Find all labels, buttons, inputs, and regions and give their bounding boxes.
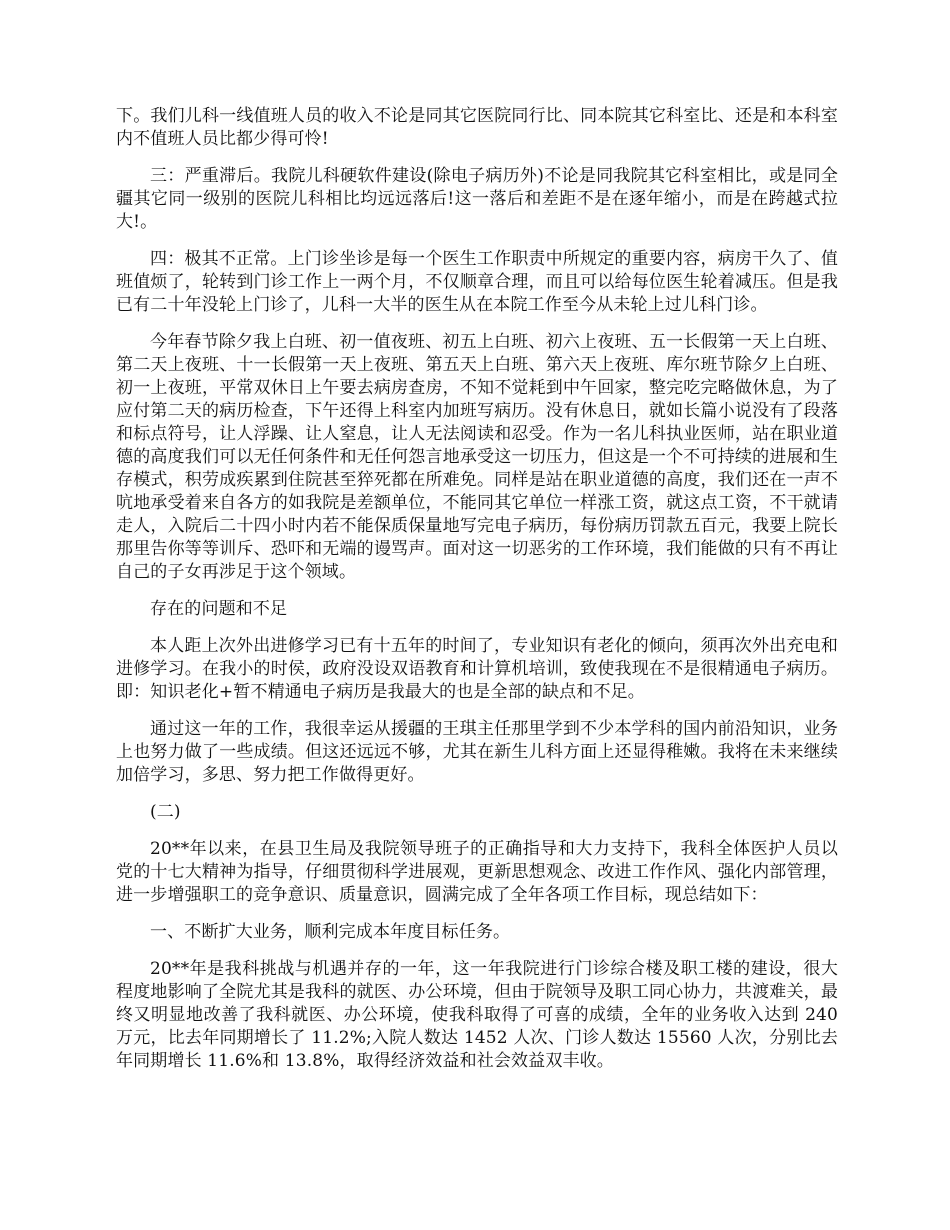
paragraph-shortcomings: 本人距上次外出进修学习已有十五年的时间了，专业知识有老化的倾向，须再次外出充电和进修学习。在我小的时侯，政府没设双语教育和计算机培训，致使我现在不是很精通电子病历。即：知识老化+暂不精通电子病历是我最大的也是全部的缺点和不足。 bbox=[116, 636, 838, 702]
paragraph-continuation: 下。我们儿科一线值班人员的收入不论是同其它医院同行比、同本院其它科室比、还是和本科室内不值班人员比都少得可怜! bbox=[116, 106, 838, 149]
paragraph-learning: 通过这一年的工作，我很幸运从援疆的王琪主任那里学到不少本学科的国内前沿知识，业务上也努力做了一些成绩。但这还远远不够，尤其在新生儿科方面上还显得稚嫩。我将在未来继续加倍学习，多思、努力把工作做得更好。 bbox=[116, 719, 838, 785]
paragraph-point-four: 四：极其不正常。上门诊坐诊是每一个医生工作职责中所规定的重要内容，病房干久了、值班值烦了，轮转到门诊工作上一两个月，不仅顺章合理，而且可以给每位医生轮着减压。但是我已有二十年没轮上门诊了，儿科一大半的医生从在本院工作至今从未轮上过儿科门诊。 bbox=[116, 249, 838, 315]
section-number-two: (二) bbox=[150, 802, 181, 822]
document-page bbox=[116, 105, 838, 1087]
paragraph-annual-results: 20**年是我科挑战与机遇并存的一年，这一年我院进行门诊综合楼及职工楼的建设，很大程度地影响了全院尤其是我科的就医、办公环境，但由于院领导及职工同心协力，共渡难关，最终又明显地改善了我科就医、办公环境，使我科取得了可喜的成绩，全年的业务收入达到 240 万元，比去年同期增长了 11.2%;入院人数达 1452 人次、门诊人数达 15560 人次，分别比去年同期增长 11.6%和 13.8%，取得经济效益和社会效益双丰收。 bbox=[116, 959, 838, 1071]
paragraph-summary-intro: 20**年以来，在县卫生局及我院领导班子的正确指导和大力支持下，我科全体医护人员以党的十七大精神为指导，仔细贯彻科学进展观，更新思想观念、改进工作作风、强化内部管理，进一步增强职工的竞争意识、质量意识，圆满完成了全年各项工作目标，现总结如下： bbox=[116, 839, 838, 905]
paragraph-point-three: 三：严重滞后。我院儿科硬软件建设(除电子病历外)不论是同我院其它科室相比，或是同全疆其它同一级别的医院儿科相比均远远落后!这一落后和差距不是在逐年缩小，而是在跨越式拉大!。 bbox=[116, 166, 838, 232]
section-heading-expand-business: 一、不断扩大业务，顺利完成本年度目标任务。 bbox=[150, 922, 511, 942]
section-heading-problems: 存在的问题和不足 bbox=[150, 599, 288, 619]
paragraph-work-schedule: 今年春节除夕我上白班、初一值夜班、初五上白班、初六上夜班、五一长假第一天上白班、第二天上夜班、十一长假第一天上夜班、第五天上白班、第六天上夜班、库尔班节除夕上白班、初一上夜班，平常双休日上午要去病房查房，不知不觉耗到中午回家，整完吃完略做休息，为了应付第二天的病历检查，下午还得上科室内加班写病历。没有休息日，就如长篇小说没有了段落和标点符号，让人浮躁、让人窒息，让人无法阅读和忍受。作为一名儿科执业医师，站在职业道德的高度我们可以无任何条件和无任何怨言地承受这一切压力，但这是一个不可持续的进展和生存模式，积劳成疾累到住院甚至猝死都在所难免。同样是站在职业道德的高度，我们还在一声不吭地承受着来自各方的如我院是差额单位，不能同其它单位一样涨工资，就这点工资，不干就请走人，入院后二十四小时内若不能保质保量地写完电子病历，每份病历罚款五百元，我要上院长那里告你等等训斥、恐吓和无端的谩骂声。面对这一切恶劣的工作环境，我们能做的只有不再让自己的子女再涉足于这个领域。 bbox=[116, 332, 838, 582]
